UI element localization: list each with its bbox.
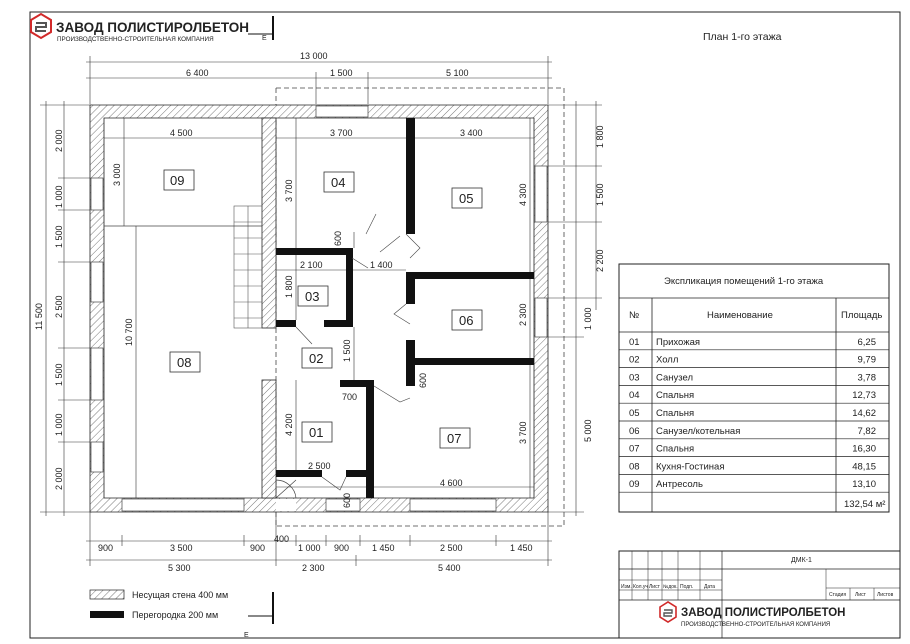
stamp-logo	[660, 602, 676, 622]
svg-text:1 500: 1 500	[54, 225, 64, 248]
svg-text:1 800: 1 800	[284, 275, 294, 298]
svg-text:3 000: 3 000	[112, 163, 122, 186]
room-01: 01	[309, 425, 324, 440]
svg-text:4 200: 4 200	[284, 413, 294, 436]
table-col-no: №	[629, 310, 640, 321]
svg-text:Е: Е	[244, 632, 249, 639]
dim-top-a: 6 400	[186, 68, 209, 78]
svg-text:2 000: 2 000	[54, 129, 64, 152]
legend-bearing-swatch	[90, 590, 124, 599]
svg-text:400: 400	[274, 534, 290, 544]
svg-text:5 400: 5 400	[438, 563, 461, 573]
svg-text:2 500: 2 500	[308, 461, 331, 471]
svg-text:1 800: 1 800	[595, 125, 605, 148]
table-title: Экспликация помещений 1-го этажа	[664, 276, 824, 287]
table-cell-area: 16,30	[852, 443, 876, 455]
svg-text:Е: Е	[262, 35, 267, 42]
legend-partition-label: Перегородка 200 мм	[132, 610, 219, 620]
svg-text:Изм.: Изм.	[621, 584, 632, 590]
svg-text:5 000: 5 000	[583, 419, 593, 442]
table-cell-no: 07	[629, 443, 640, 455]
svg-text:Стадия: Стадия	[829, 592, 847, 598]
svg-text:4 600: 4 600	[440, 478, 463, 488]
svg-text:1 450: 1 450	[372, 543, 395, 553]
legend-partition-swatch	[90, 611, 124, 618]
svg-text:900: 900	[98, 543, 114, 553]
entrance-gap	[276, 499, 296, 511]
table-cell-area: 3,78	[857, 372, 876, 384]
svg-text:2 100: 2 100	[300, 260, 323, 270]
svg-text:3 700: 3 700	[330, 128, 353, 138]
svg-text:2 200: 2 200	[595, 249, 605, 272]
svg-text:Кол.уч: Кол.уч	[633, 584, 648, 590]
table-cell-no: 03	[629, 372, 640, 384]
table-col-name: Наименование	[707, 310, 773, 321]
svg-text:1 450: 1 450	[510, 543, 533, 553]
section-mark-top	[248, 16, 273, 42]
room-03: 03	[305, 289, 320, 304]
svg-text:2 500: 2 500	[54, 295, 64, 318]
room-04: 04	[331, 175, 346, 190]
table-cell-area: 12,73	[852, 390, 876, 402]
legend-bearing-label: Несущая стена 400 мм	[132, 590, 229, 600]
table-cell-no: 04	[629, 390, 640, 402]
stamp-brand-tagline: ПРОИЗВОДСТВЕННО-СТРОИТЕЛЬНАЯ КОМПАНИЯ	[681, 622, 831, 628]
svg-text:2 500: 2 500	[440, 543, 463, 553]
svg-text:1 000: 1 000	[298, 543, 321, 553]
table-cell-no: 09	[629, 479, 640, 491]
svg-text:600: 600	[333, 230, 343, 246]
svg-text:3 400: 3 400	[460, 128, 483, 138]
table-cell-name: Прихожая	[656, 336, 701, 348]
svg-text:4 500: 4 500	[170, 128, 193, 138]
table-cell-area: 48,15	[852, 461, 876, 473]
svg-text:Лист: Лист	[649, 584, 660, 590]
table-cell-name: Спальня	[656, 408, 695, 419]
brand-tagline: ПРОИЗВОДСТВЕННО-СТРОИТЕЛЬНАЯ КОМПАНИЯ	[57, 36, 214, 43]
svg-text:1 400: 1 400	[370, 260, 393, 270]
dimension-labels	[34, 51, 605, 573]
table-cell-name: Спальня	[656, 443, 695, 455]
room-09: 09	[170, 173, 185, 188]
svg-text:4 300: 4 300	[518, 183, 528, 206]
bearing-walls	[90, 105, 548, 512]
svg-text:2 000: 2 000	[54, 467, 64, 490]
table-cell-name: Антресоль	[656, 479, 703, 491]
svg-text:1 000: 1 000	[54, 185, 64, 208]
svg-text:900: 900	[334, 543, 350, 553]
svg-text:2 300: 2 300	[518, 303, 528, 326]
room-08: 08	[177, 355, 192, 370]
table-cell-area: 6,25	[857, 336, 876, 348]
svg-text:3 700: 3 700	[284, 179, 294, 202]
table-cell-name: Санузел	[656, 372, 694, 384]
svg-text:№док.: №док.	[663, 584, 678, 590]
svg-text:11 500: 11 500	[34, 303, 44, 330]
dim-top-b: 1 500	[330, 68, 353, 78]
svg-text:1 000: 1 000	[54, 413, 64, 436]
table-cell-no: 05	[629, 408, 640, 419]
svg-text:Листов: Листов	[877, 592, 894, 598]
table-cell-no: 08	[629, 461, 640, 473]
svg-text:1 500: 1 500	[595, 183, 605, 206]
room-06: 06	[459, 313, 474, 328]
room-02: 02	[309, 351, 324, 366]
section-mark-bottom	[244, 592, 273, 639]
stamp-brand-name: ЗАВОД ПОЛИСТИРОЛБЕТОН	[681, 607, 846, 619]
table-cell-no: 06	[629, 425, 640, 437]
table-cell-area: 9,79	[857, 354, 876, 366]
svg-text:1 500: 1 500	[54, 363, 64, 386]
svg-text:Лист: Лист	[855, 592, 866, 598]
room-table	[619, 264, 889, 512]
table-cell-name: Санузел/котельная	[656, 425, 741, 437]
svg-text:700: 700	[342, 392, 358, 402]
staircase	[234, 206, 262, 328]
dim-top-c: 5 100	[446, 68, 469, 78]
table-cell-name: Спальня	[656, 390, 695, 402]
legend	[90, 590, 228, 620]
svg-text:Подп.: Подп.	[680, 584, 694, 590]
svg-text:5 300: 5 300	[168, 563, 191, 573]
table-cell-area: 14,62	[852, 408, 876, 419]
stamp-code: ДМК-1	[791, 557, 812, 564]
svg-text:600: 600	[342, 492, 352, 508]
table-col-area: Площадь	[841, 310, 883, 321]
dim-top-total: 13 000	[300, 51, 328, 61]
svg-text:3 700: 3 700	[518, 421, 528, 444]
svg-text:10 700: 10 700	[124, 318, 134, 346]
table-total: 132,54 м²	[844, 499, 886, 510]
title-block	[619, 551, 900, 638]
windows	[91, 106, 547, 511]
svg-text:900: 900	[250, 543, 266, 553]
plan-title: План 1-го этажа	[703, 31, 782, 43]
room-tags	[164, 170, 482, 448]
svg-text:3 500: 3 500	[170, 543, 193, 553]
svg-text:1 500: 1 500	[342, 339, 352, 362]
table-cell-no: 02	[629, 354, 640, 366]
table-cell-name: Кухня-Гостиная	[656, 461, 725, 473]
room-07: 07	[447, 431, 462, 446]
svg-text:Дата: Дата	[704, 584, 716, 590]
table-cell-name: Холл	[656, 354, 679, 366]
room-05: 05	[459, 191, 474, 206]
table-cell-area: 13,10	[852, 479, 876, 491]
table-cell-no: 01	[629, 336, 640, 348]
company-logo	[31, 14, 51, 38]
svg-text:1 000: 1 000	[583, 307, 593, 330]
entrance-door-swing	[276, 480, 296, 498]
svg-text:600: 600	[418, 372, 428, 388]
brand-name: ЗАВОД ПОЛИСТИРОЛБЕТОН	[56, 20, 250, 35]
svg-text:2 300: 2 300	[302, 563, 325, 573]
table-cell-area: 7,82	[857, 425, 876, 437]
